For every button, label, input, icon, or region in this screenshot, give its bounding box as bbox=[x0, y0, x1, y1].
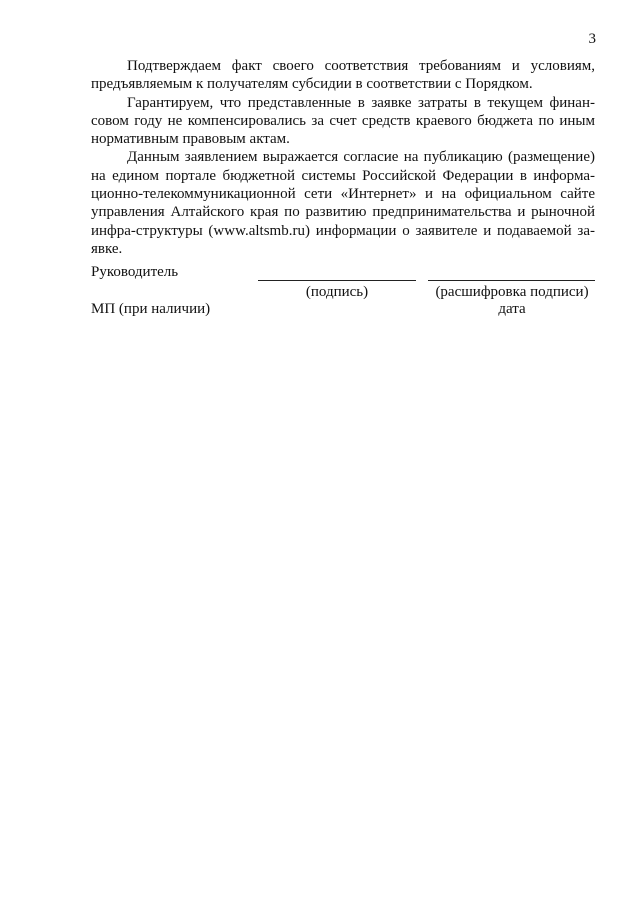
paragraph-consent: Данным заявлением выражается согласие на публикацию (размещение) на едином портале бюджетной системы Российской Федерации в информационно-телекоммуникационной сети «Интернет» и на официальном сайте управления Алтайского края по развитию предпринимательства и рыночной инфра-структуры (www.altsmb.ru) информации о заявителе и подаваемой заявке. bbox=[91, 149, 595, 257]
body-text bbox=[91, 57, 595, 258]
page-number: 3 bbox=[588, 31, 596, 47]
signature-caption: (подпись) bbox=[305, 284, 369, 300]
decryption-caption: (расшифровка подписи) bbox=[435, 284, 589, 300]
paragraph-compliance: Подтверждаем факт своего соответствия требованиям и условиям, предъявляемым к получателям субсидии в соответствии с Порядком. bbox=[91, 58, 595, 93]
stamp-label: МП (при наличии) bbox=[91, 301, 211, 317]
date-caption: дата bbox=[498, 301, 526, 317]
signature-line bbox=[258, 280, 416, 281]
decryption-line bbox=[428, 280, 595, 281]
paragraph-guarantee: Гарантируем, что представленные в заявке затраты в текущем финансовом году не компенсировались за счет средств краевого бюджета по иным нормативным правовым актам. bbox=[91, 94, 595, 148]
head-label: Руководитель bbox=[91, 264, 179, 280]
